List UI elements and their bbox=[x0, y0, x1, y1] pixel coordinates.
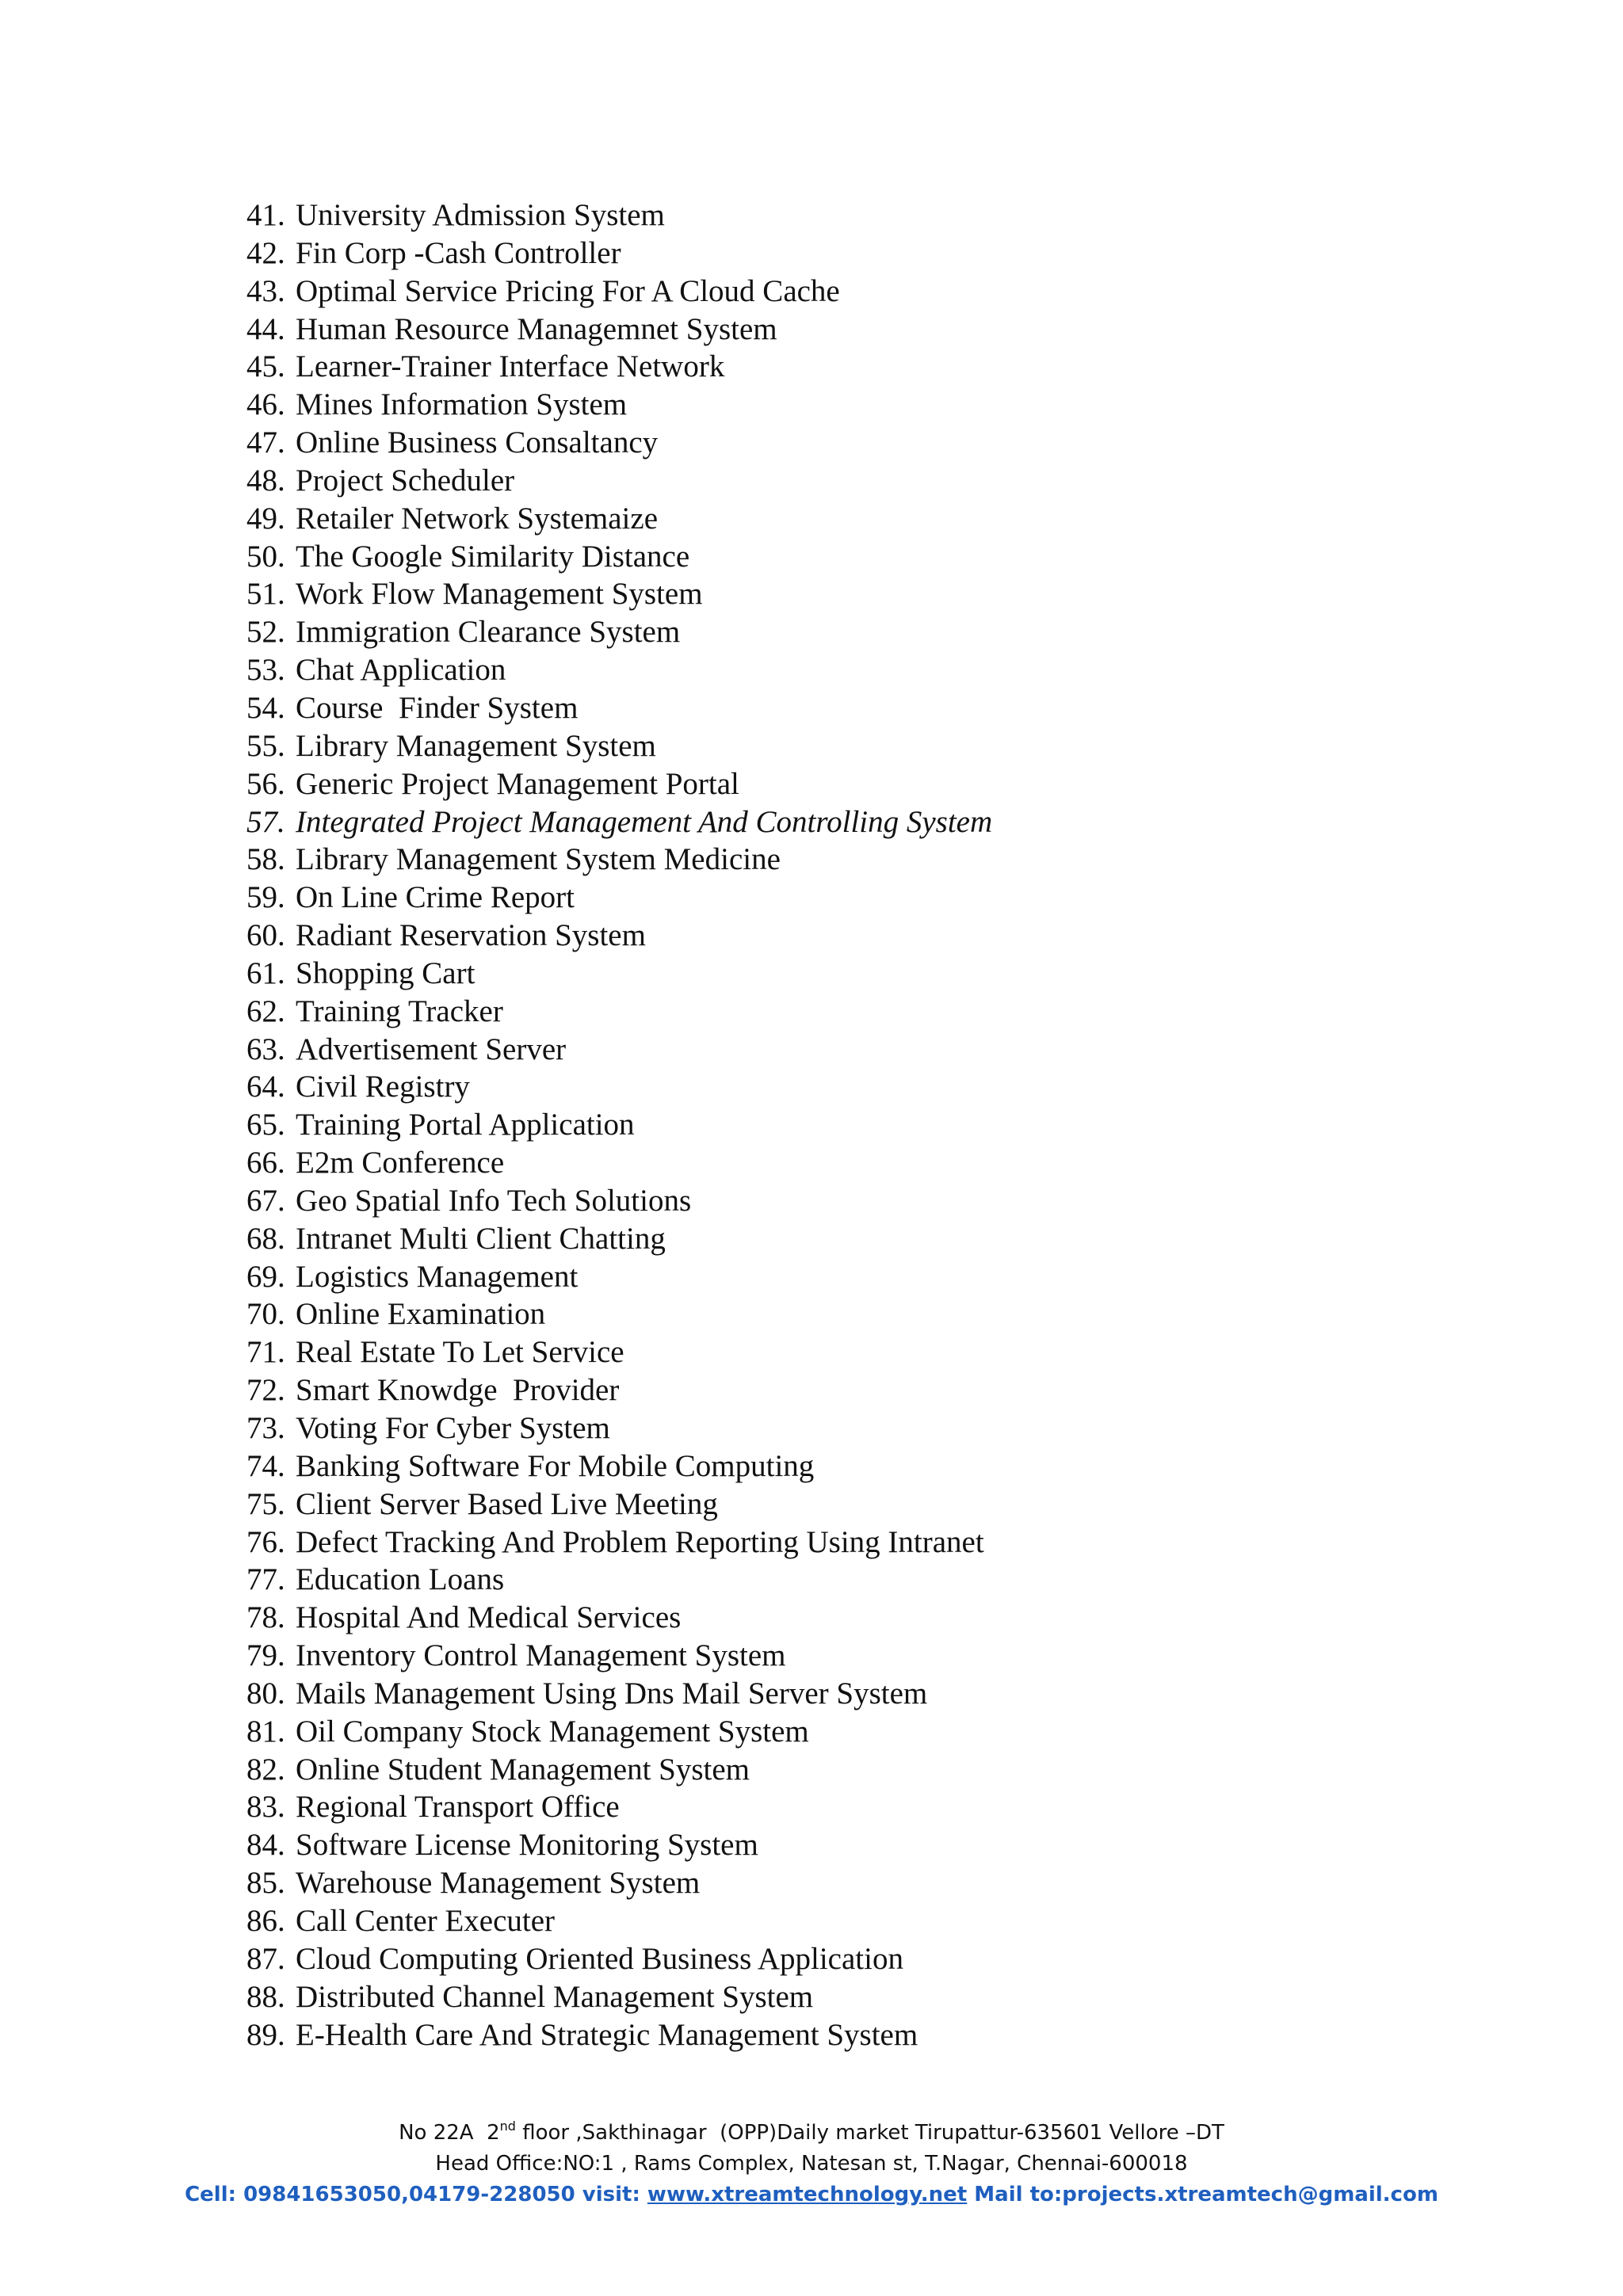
list-item-number: 62. bbox=[246, 994, 285, 1028]
list-item bbox=[246, 1409, 992, 1447]
list-item-number: 43. bbox=[246, 273, 285, 308]
list-item-number: 54. bbox=[246, 690, 285, 725]
list-item bbox=[246, 803, 992, 841]
list-item-title: Education Loans bbox=[296, 1562, 505, 1597]
list-item bbox=[246, 2016, 992, 2054]
list-item-title: Mines Information System bbox=[296, 387, 628, 422]
list-item bbox=[246, 1902, 992, 1940]
list-item-title: Advertisement Server bbox=[296, 1032, 567, 1066]
list-item bbox=[246, 917, 992, 955]
address-superscript: nd bbox=[499, 2119, 516, 2134]
list-item-title: E-Health Care And Strategic Management System bbox=[296, 2017, 918, 2052]
list-item-number: 84. bbox=[246, 1828, 285, 1863]
list-item-title: Smart Knowdge Provider bbox=[296, 1373, 620, 1408]
list-item bbox=[246, 993, 992, 1031]
list-item-title: Training Portal Application bbox=[296, 1108, 635, 1142]
list-item-number: 57. bbox=[246, 804, 285, 839]
list-item-number: 61. bbox=[246, 955, 285, 990]
list-item bbox=[246, 235, 992, 273]
list-item-number: 47. bbox=[246, 425, 285, 460]
list-item-title: Mails Management Using Dns Mail Server System bbox=[296, 1676, 928, 1711]
list-item-title: Inventory Control Management System bbox=[296, 1638, 786, 1673]
list-item-number: 86. bbox=[246, 1903, 285, 1938]
list-item bbox=[246, 311, 992, 349]
list-item-number: 63. bbox=[246, 1032, 285, 1066]
list-item-number: 42. bbox=[246, 235, 285, 270]
list-item-number: 41. bbox=[246, 198, 285, 232]
list-item bbox=[246, 765, 992, 803]
list-item-number: 79. bbox=[246, 1638, 285, 1673]
list-item bbox=[246, 1106, 992, 1144]
list-item bbox=[246, 689, 992, 727]
project-list bbox=[246, 196, 992, 2054]
list-item-title: Intranet Multi Client Chatting bbox=[296, 1221, 666, 1256]
list-item-number: 74. bbox=[246, 1448, 285, 1483]
list-item bbox=[246, 424, 992, 462]
list-item bbox=[246, 1561, 992, 1599]
list-item-title: Warehouse Management System bbox=[296, 1866, 701, 1901]
address-post: floor ,Sakthinagar (OPP)Daily market Tirupattur-635601 Vellore –DT bbox=[515, 2121, 1224, 2145]
list-item bbox=[246, 1295, 992, 1333]
list-item-number: 52. bbox=[246, 615, 285, 650]
list-item bbox=[246, 1637, 992, 1675]
list-item bbox=[246, 1940, 992, 1978]
list-item bbox=[246, 1486, 992, 1524]
list-item-title: Optimal Service Pricing For A Cloud Cache bbox=[296, 273, 840, 308]
list-item-title: Course Finder System bbox=[296, 690, 579, 725]
list-item bbox=[246, 386, 992, 424]
list-item-title: Retailer Network Systemaize bbox=[296, 501, 659, 536]
contact-cell: Cell: 09841653050,04179-228050 visit: bbox=[185, 2183, 647, 2206]
list-item bbox=[246, 1031, 992, 1069]
list-item-number: 46. bbox=[246, 387, 285, 422]
list-item bbox=[246, 196, 992, 235]
list-item-number: 66. bbox=[246, 1146, 285, 1180]
list-item bbox=[246, 1258, 992, 1296]
footer bbox=[0, 2111, 1623, 2210]
contact-mail: Mail to:projects.xtreamtech@gmail.com bbox=[967, 2183, 1438, 2206]
list-item bbox=[246, 955, 992, 993]
list-item-title: Work Flow Management System bbox=[296, 577, 703, 612]
list-item bbox=[246, 1220, 992, 1258]
list-item bbox=[246, 1751, 992, 1789]
list-item-number: 77. bbox=[246, 1562, 285, 1597]
list-item-title: Library Management System Medicine bbox=[296, 842, 781, 877]
list-item-title: Shopping Cart bbox=[296, 955, 475, 990]
list-item-number: 76. bbox=[246, 1524, 285, 1559]
list-item bbox=[246, 651, 992, 689]
list-item-number: 58. bbox=[246, 842, 285, 877]
list-item-number: 59. bbox=[246, 880, 285, 915]
list-item-title: Online Business Consaltancy bbox=[296, 425, 659, 460]
list-item-title: Project Scheduler bbox=[296, 463, 515, 498]
list-item bbox=[246, 879, 992, 917]
list-item-number: 85. bbox=[246, 1866, 285, 1901]
list-item-title: Civil Registry bbox=[296, 1070, 470, 1104]
list-item bbox=[246, 841, 992, 879]
list-item-number: 72. bbox=[246, 1373, 285, 1408]
list-item-number: 78. bbox=[246, 1600, 285, 1635]
list-item-number: 55. bbox=[246, 728, 285, 763]
list-item-number: 45. bbox=[246, 349, 285, 384]
list-item-title: Training Tracker bbox=[296, 994, 503, 1028]
list-item-number: 67. bbox=[246, 1183, 285, 1218]
list-item bbox=[246, 1599, 992, 1637]
footer-head-office: Head Office:NO:1 , Rams Complex, Natesan st, T.Nagar, Chennai-600018 bbox=[435, 2152, 1188, 2176]
list-item-title: Chat Application bbox=[296, 653, 506, 688]
list-item-title: Hospital And Medical Services bbox=[296, 1600, 682, 1635]
footer-contact bbox=[0, 2180, 1623, 2210]
list-item-title: E2m Conference bbox=[296, 1146, 505, 1180]
list-item bbox=[246, 613, 992, 651]
list-item bbox=[246, 1978, 992, 2016]
list-item-title: Learner-Trainer Interface Network bbox=[296, 349, 725, 384]
list-item bbox=[246, 538, 992, 576]
list-item bbox=[246, 1447, 992, 1486]
list-item bbox=[246, 575, 992, 613]
list-item bbox=[246, 1333, 992, 1371]
list-item bbox=[246, 1864, 992, 1902]
list-item bbox=[246, 1788, 992, 1826]
list-item bbox=[246, 500, 992, 538]
footer-address bbox=[0, 2111, 1623, 2149]
list-item-title: On Line Crime Report bbox=[296, 880, 575, 915]
list-item-title: Cloud Computing Oriented Business Application bbox=[296, 1941, 903, 1976]
list-item bbox=[246, 1826, 992, 1864]
list-item-title: Online Examination bbox=[296, 1297, 546, 1332]
list-item-title: Regional Transport Office bbox=[296, 1790, 620, 1825]
list-item bbox=[246, 1713, 992, 1751]
list-item bbox=[246, 727, 992, 765]
list-item-title: Distributed Channel Management System bbox=[296, 1979, 814, 2014]
list-item-number: 80. bbox=[246, 1676, 285, 1711]
list-item-number: 89. bbox=[246, 2017, 285, 2052]
list-item-number: 75. bbox=[246, 1486, 285, 1521]
website-link[interactable]: www.xtreamtechnology.net bbox=[647, 2183, 968, 2206]
list-item bbox=[246, 462, 992, 500]
list-item-title: Call Center Executer bbox=[296, 1903, 556, 1938]
list-item-title: The Google Similarity Distance bbox=[296, 539, 690, 574]
list-item-number: 88. bbox=[246, 1979, 285, 2014]
list-item-title: Geo Spatial Info Tech Solutions bbox=[296, 1183, 692, 1218]
list-item-number: 50. bbox=[246, 539, 285, 574]
list-item-title: Generic Project Management Portal bbox=[296, 766, 739, 801]
list-item-title: Logistics Management bbox=[296, 1259, 579, 1294]
list-item-number: 71. bbox=[246, 1335, 285, 1370]
list-item-title: Software License Monitoring System bbox=[296, 1828, 758, 1863]
list-item-title: Banking Software For Mobile Computing bbox=[296, 1448, 815, 1483]
list-item-number: 68. bbox=[246, 1221, 285, 1256]
list-item-title: Oil Company Stock Management System bbox=[296, 1714, 809, 1749]
list-item-number: 73. bbox=[246, 1411, 285, 1445]
list-item-title: Real Estate To Let Service bbox=[296, 1335, 624, 1370]
list-item-number: 44. bbox=[246, 311, 285, 346]
list-item-number: 56. bbox=[246, 766, 285, 801]
list-item-number: 70. bbox=[246, 1297, 285, 1332]
list-item-number: 87. bbox=[246, 1941, 285, 1976]
list-item-title: Integrated Project Management And Controlling System bbox=[296, 804, 993, 839]
list-item bbox=[246, 348, 992, 386]
list-item-title: Library Management System bbox=[296, 728, 656, 763]
address-pre: No 22A 2 bbox=[399, 2121, 500, 2145]
list-item-number: 82. bbox=[246, 1752, 285, 1787]
list-item bbox=[246, 1675, 992, 1713]
list-item bbox=[246, 1182, 992, 1220]
list-item bbox=[246, 1371, 992, 1409]
list-item bbox=[246, 1144, 992, 1182]
list-item-number: 60. bbox=[246, 918, 285, 953]
list-item-number: 65. bbox=[246, 1108, 285, 1142]
list-item-title: Human Resource Managemnet System bbox=[296, 311, 777, 346]
list-item-title: Immigration Clearance System bbox=[296, 615, 681, 650]
list-item-number: 48. bbox=[246, 463, 285, 498]
list-item bbox=[246, 1068, 992, 1106]
list-item-title: Radiant Reservation System bbox=[296, 918, 646, 953]
list-item bbox=[246, 1524, 992, 1562]
list-item-title: Defect Tracking And Problem Reporting Using Intranet bbox=[296, 1524, 984, 1559]
list-item-number: 81. bbox=[246, 1714, 285, 1749]
list-item-title: Online Student Management System bbox=[296, 1752, 750, 1787]
list-item-number: 64. bbox=[246, 1070, 285, 1104]
list-item-number: 83. bbox=[246, 1790, 285, 1825]
list-item bbox=[246, 273, 992, 311]
list-item-number: 51. bbox=[246, 577, 285, 612]
list-item-title: Fin Corp -Cash Controller bbox=[296, 235, 621, 270]
list-item-title: Client Server Based Live Meeting bbox=[296, 1486, 718, 1521]
list-item-number: 53. bbox=[246, 653, 285, 688]
list-item-number: 49. bbox=[246, 501, 285, 536]
list-item-title: Voting For Cyber System bbox=[296, 1411, 610, 1445]
list-item-title: University Admission System bbox=[296, 198, 665, 232]
list-item-number: 69. bbox=[246, 1259, 285, 1294]
